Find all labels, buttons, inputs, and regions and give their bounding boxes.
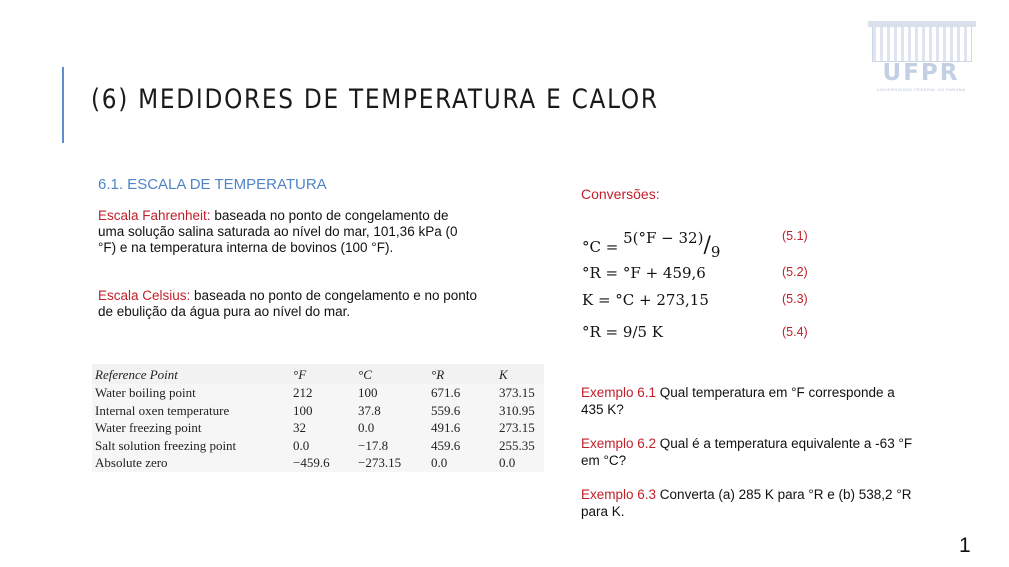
table-cell: 37.8 [358, 402, 381, 418]
table-cell: 0.0 [358, 420, 375, 435]
equation-ref: (5.3) [782, 292, 808, 306]
equation-ref: (5.1) [782, 229, 808, 243]
table-cell: 0.0 [431, 455, 448, 470]
equation-slash: / [703, 233, 711, 258]
section-heading: 6.1. ESCALA DE TEMPERATURA [98, 176, 327, 193]
table-cell: 0.0 [499, 455, 516, 470]
table-cell: 273.15 [499, 420, 535, 435]
table-cell: 212 [293, 385, 313, 400]
table-header-cell: K [499, 367, 508, 382]
equation-5-3: K = °C + 273,15 [582, 291, 709, 309]
table-cell: 459.6 [431, 437, 461, 453]
table-cell: 671.6 [431, 385, 461, 400]
example-text: Qual temperatura em °F corresponde a 435 K? [581, 385, 895, 417]
example-label: Exemplo 6.2 [581, 436, 657, 451]
table-cell: Salt solution freezing point [95, 437, 237, 453]
equation-5-2: °R = °F + 459,6 [582, 264, 706, 282]
table-cell: 491.6 [431, 420, 461, 435]
title-accent-bar [62, 67, 64, 143]
table-cell: Water boiling point [95, 385, 196, 400]
ufpr-logo [868, 26, 974, 96]
table-cell: Absolute zero [95, 455, 168, 470]
table-cell: 310.95 [499, 402, 535, 418]
table-cell: 559.6 [431, 402, 461, 418]
table-cell: −273.15 [358, 455, 402, 470]
celsius-text: baseada no ponto de congelamento e no ponto de ebulição da água pura ao nível do mar. [98, 288, 478, 319]
reference-points-table [92, 364, 544, 472]
table-header-cell: °C [358, 367, 372, 382]
example-6-1 [581, 384, 916, 418]
table-row [92, 384, 544, 402]
equation-5-1 [582, 229, 721, 261]
celsius-label: Escala Celsius: [98, 288, 191, 303]
logo-subtext: UNIVERSIDADE FEDERAL DO PARANÁ [876, 87, 966, 92]
table-row [92, 419, 544, 437]
table-cell: −17.8 [358, 437, 389, 453]
fahrenheit-paragraph [98, 208, 478, 256]
example-6-3 [581, 486, 916, 520]
table-row [92, 454, 544, 472]
example-label: Exemplo 6.3 [581, 487, 657, 502]
equation-denominator: 9 [710, 243, 721, 261]
table-header-cell: Reference Point [95, 367, 178, 382]
table-cell: 32 [293, 420, 306, 435]
table-cell: 0.0 [293, 437, 310, 453]
equation-ref: (5.2) [782, 265, 808, 279]
example-6-2 [581, 435, 916, 469]
table-header-cell: °R [431, 367, 445, 382]
page-number: 1 [959, 534, 971, 557]
conversions-title: Conversões: [581, 186, 660, 202]
table-header-cell: °F [293, 367, 307, 382]
slide-title: (6) MEDIDORES DE TEMPERATURA E CALOR [91, 84, 659, 115]
equation-numerator: 5(°F − 32) [623, 229, 704, 247]
table-cell: Internal oxen temperature [95, 402, 230, 418]
table-cell: 100 [293, 402, 313, 418]
example-label: Exemplo 6.1 [581, 385, 657, 400]
equation-lhs: °C = [582, 238, 619, 256]
table-cell: 373.15 [499, 385, 535, 400]
table-row [92, 402, 544, 420]
fahrenheit-label: Escala Fahrenheit: [98, 208, 211, 223]
table-row [92, 437, 544, 455]
example-text: Converta (a) 285 K para °R e (b) 538,2 °R para K. [581, 487, 912, 519]
equation-5-4: °R = 9/5 K [582, 323, 664, 341]
fahrenheit-text: baseada no ponto de congelamento de uma solução salina saturada ao nível do mar, 101,36 kPa (0 °F) e na temperatura interna de bovinos (100 °F). [98, 208, 458, 255]
table-header-row [92, 364, 544, 384]
logo-wordmark: UFPR [882, 60, 960, 86]
logo-building-icon [872, 26, 972, 62]
table-cell: 255.35 [499, 437, 535, 453]
table-cell: −459.6 [293, 455, 330, 470]
celsius-paragraph [98, 288, 478, 320]
table-cell: 100 [358, 385, 378, 400]
table-cell: Water freezing point [95, 420, 202, 435]
example-text: Qual é a temperatura equivalente a -63 °F em °C? [581, 436, 913, 468]
equation-ref: (5.4) [782, 325, 808, 339]
